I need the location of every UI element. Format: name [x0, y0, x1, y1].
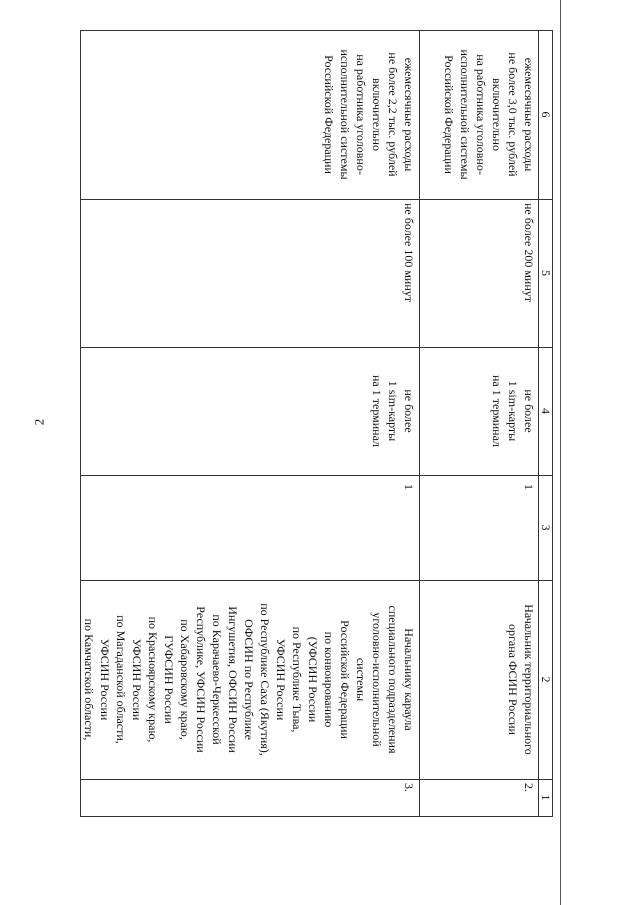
row-3-expenses: ежемесячные расходы не более 2,2 тыс. рублей включительно на работника уголовно- исполнительной системы Российской Федерации	[322, 49, 416, 180]
row-3-number: 3.	[402, 783, 416, 792]
row-3-sim: не более 1 sim-карты на 1 терминал	[370, 375, 416, 447]
row-3-position: Начальнику караула специального подразделения уголовно-исполнительной системы Российской Федерации по конвоированию (УФСИН России по Республике Тыва, УФСИН России по Республике Саха (Якутия), ОФСИН по Республике Ингушетия, ОФСИН России по Карачаево-Черкесской Республике, УФСИН России по Хабаровскому краю, ГУФСИН России по Красноярскому краю, УФСИН России по Магаданской области, УФСИН России по Камчатской области,	[82, 603, 416, 756]
col-divider-5-6	[80, 199, 553, 200]
header-col-1: 1	[539, 794, 553, 801]
row-2-position: Начальник территориального органа ФСИН России	[506, 604, 536, 755]
header-col-3: 3	[539, 524, 553, 531]
row-2-qty: 1	[522, 484, 536, 490]
row-3-qty: 1	[402, 484, 416, 490]
col-divider-3-4	[80, 475, 553, 476]
table-border-right	[80, 816, 553, 817]
rotated-table	[80, 30, 553, 817]
row-2-number: 2.	[522, 783, 536, 792]
page-edge-line	[560, 0, 561, 905]
row-2-expenses: ежемесячные расходы не более 3,0 тыс. рублей включительно на работника уголовно- исполнительной системы Российской Федерации	[442, 49, 536, 180]
header-col-6: 6	[539, 111, 553, 118]
page-number: 2	[31, 418, 47, 426]
row-3-minutes: не более 100 минут	[402, 203, 416, 303]
row-2-sim: не более 1 sim-карты на 1 терминал	[490, 375, 536, 447]
row-2-minutes: не более 200 минут	[522, 203, 536, 303]
header-col-4: 4	[539, 408, 553, 414]
row-divider	[419, 30, 420, 817]
col-divider-1-2	[80, 779, 553, 780]
header-col-5: 5	[539, 270, 553, 276]
header-col-2: 2	[539, 676, 553, 683]
col-divider-4-5	[80, 347, 553, 348]
